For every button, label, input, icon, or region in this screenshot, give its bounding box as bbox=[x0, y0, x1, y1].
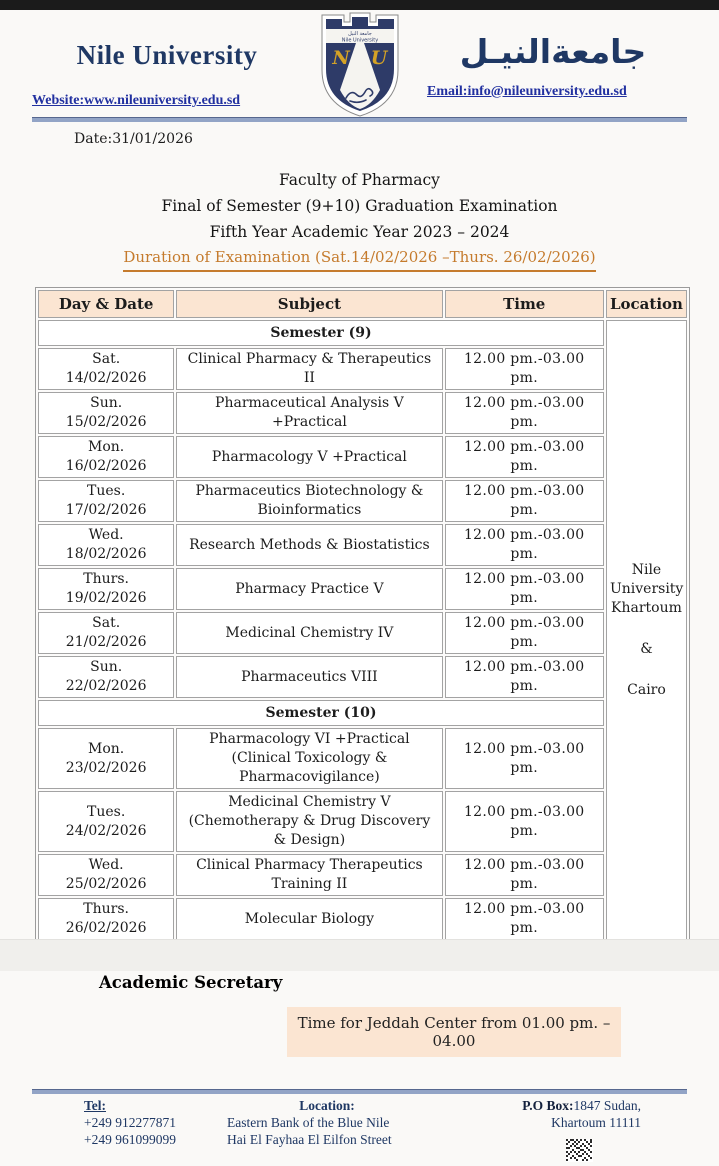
semester-9-banner: Semester (9) bbox=[38, 320, 604, 346]
table-row bbox=[38, 791, 687, 852]
table-row bbox=[38, 348, 687, 390]
website-label: Website: bbox=[32, 93, 85, 108]
location-line: University bbox=[609, 580, 684, 597]
col-header-day-date: Day & Date bbox=[38, 290, 174, 318]
table-row bbox=[38, 480, 687, 522]
subject-cell: Research Methods & Biostatistics bbox=[176, 524, 442, 566]
day-date-cell: Tues.17/02/2026 bbox=[38, 480, 174, 522]
day-date-cell: Thurs.19/02/2026 bbox=[38, 568, 174, 610]
title-faculty: Faculty of Pharmacy bbox=[279, 171, 440, 189]
time-cell: 12.00 pm.-03.00 pm. bbox=[445, 568, 604, 610]
time-cell: 12.00 pm.-03.00 pm. bbox=[445, 524, 604, 566]
header-rule bbox=[32, 117, 687, 122]
semester-10-banner: Semester (10) bbox=[38, 700, 604, 726]
table-row bbox=[38, 656, 687, 698]
footer-rule bbox=[32, 1089, 687, 1094]
day-date-cell: Sun.15/02/2026 bbox=[38, 392, 174, 434]
pobox-label: P.O Box: bbox=[522, 1098, 574, 1113]
qr-code bbox=[566, 1139, 593, 1162]
col-header-location: Location bbox=[606, 290, 687, 318]
subject-cell: Medicinal Chemistry V (Chemotherapy & Drug Discovery & Design) bbox=[176, 791, 442, 852]
time-cell: 12.00 pm.-03.00 pm. bbox=[445, 728, 604, 789]
date-line: Date:31/01/2026 bbox=[74, 131, 193, 147]
time-cell: 12.00 pm.-03.00 pm. bbox=[445, 392, 604, 434]
tel-label: Tel: bbox=[84, 1098, 107, 1113]
day-date-cell: Thurs.26/02/2026 bbox=[38, 898, 174, 940]
time-cell: 12.00 pm.-03.00 pm. bbox=[445, 612, 604, 654]
time-cell: 12.00 pm.-03.00 pm. bbox=[445, 656, 604, 698]
location-cell bbox=[606, 320, 687, 940]
table-row bbox=[38, 854, 687, 896]
university-logo bbox=[312, 12, 408, 122]
university-name-en: Nile University bbox=[76, 40, 258, 70]
email-address: info@nileuniversity.edu.sd bbox=[467, 83, 627, 99]
location-line: Nile bbox=[631, 561, 662, 578]
col-header-time: Time bbox=[445, 290, 604, 318]
day-date-cell: Wed.25/02/2026 bbox=[38, 854, 174, 896]
footer-location-block bbox=[207, 1097, 472, 1166]
table-header-row bbox=[38, 290, 687, 318]
subject-cell: Molecular Biology bbox=[176, 898, 442, 940]
subject-cell: Pharmacology VI +Practical (Clinical Toxicology & Pharmacovigilance) bbox=[176, 728, 442, 789]
address-line-2: Hai El Fayhaa El Eilfon Street bbox=[227, 1132, 392, 1147]
day-date-cell: Tues.24/02/2026 bbox=[38, 791, 174, 852]
jeddah-time-note: Time for Jeddah Center from 01.00 pm. – 04.00 bbox=[287, 1007, 621, 1057]
logo-arabic-text: جامعة النيل bbox=[347, 31, 372, 37]
subject-cell: Pharmacy Practice V bbox=[176, 568, 442, 610]
col-header-subject: Subject bbox=[176, 290, 442, 318]
day-date-cell: Wed.18/02/2026 bbox=[38, 524, 174, 566]
location-line: Khartoum bbox=[611, 599, 682, 616]
document-titles bbox=[0, 167, 719, 272]
bottom-band bbox=[0, 939, 719, 971]
top-strip bbox=[0, 0, 719, 10]
subject-cell: Medicinal Chemistry IV bbox=[176, 612, 442, 654]
footer-location-label: Location: bbox=[299, 1098, 355, 1113]
footer-tel-block bbox=[32, 1097, 207, 1166]
document-page bbox=[0, 10, 719, 1166]
day-date-cell: Sun.22/02/2026 bbox=[38, 656, 174, 698]
footer bbox=[32, 1097, 687, 1166]
tel-number-2: +249 961099099 bbox=[84, 1132, 176, 1147]
email-label: Email: bbox=[427, 83, 468, 99]
email-link[interactable] bbox=[419, 84, 687, 100]
shield-logo-icon bbox=[312, 12, 408, 118]
academic-secretary-label: Academic Secretary bbox=[99, 973, 283, 992]
time-cell: 12.00 pm.-03.00 pm. bbox=[445, 348, 604, 390]
letterhead bbox=[32, 10, 687, 122]
time-cell: 12.00 pm.-03.00 pm. bbox=[445, 898, 604, 940]
subject-cell: Clinical Pharmacy & Therapeutics II bbox=[176, 348, 442, 390]
day-date-cell: Mon.16/02/2026 bbox=[38, 436, 174, 478]
logo-letter-u: U bbox=[370, 47, 387, 69]
semester-9-banner-row bbox=[38, 320, 687, 346]
table-row bbox=[38, 524, 687, 566]
exam-table-frame bbox=[35, 287, 690, 943]
tel-number-1: +249 912277871 bbox=[84, 1115, 176, 1130]
table-row bbox=[38, 612, 687, 654]
address-line-1: Eastern Bank of the Blue Nile bbox=[227, 1115, 390, 1130]
day-date-cell: Mon.23/02/2026 bbox=[38, 728, 174, 789]
subject-cell: Pharmaceutics VIII bbox=[176, 656, 442, 698]
day-date-cell: Sat.14/02/2026 bbox=[38, 348, 174, 390]
table-row bbox=[38, 436, 687, 478]
time-cell: 12.00 pm.-03.00 pm. bbox=[445, 436, 604, 478]
location-line: & bbox=[640, 640, 653, 657]
website-link[interactable] bbox=[32, 93, 302, 109]
title-exam: Final of Semester (9+10) Graduation Examination bbox=[161, 197, 558, 215]
pobox-value: 1847 Sudan, Khartoum 11111 bbox=[551, 1098, 641, 1130]
duration-line: Duration of Examination (Sat.14/02/2026 –Thurs. 26/02/2026) bbox=[123, 246, 595, 272]
subject-cell: Pharmaceutics Biotechnology & Bioinformatics bbox=[176, 480, 442, 522]
exam-table bbox=[36, 288, 689, 942]
time-cell: 12.00 pm.-03.00 pm. bbox=[445, 854, 604, 896]
location-line: Cairo bbox=[627, 681, 666, 698]
day-date-cell: Sat.21/02/2026 bbox=[38, 612, 174, 654]
table-row bbox=[38, 728, 687, 789]
table-row bbox=[38, 898, 687, 940]
semester-10-banner-row bbox=[38, 700, 687, 726]
title-year: Fifth Year Academic Year 2023 – 2024 bbox=[209, 223, 510, 241]
table-row bbox=[38, 568, 687, 610]
time-cell: 12.00 pm.-03.00 pm. bbox=[445, 791, 604, 852]
website-url: www.nileuniversity.edu.sd bbox=[84, 93, 241, 108]
subject-cell: Clinical Pharmacy Therapeutics Training II bbox=[176, 854, 442, 896]
footer-pobox-block bbox=[472, 1097, 687, 1166]
time-cell: 12.00 pm.-03.00 pm. bbox=[445, 480, 604, 522]
university-name-ar: جامعةالنيـل bbox=[459, 32, 647, 71]
logo-english-text: Nile University bbox=[341, 37, 378, 44]
logo-letter-n: N bbox=[331, 47, 350, 69]
table-row bbox=[38, 392, 687, 434]
subject-cell: Pharmacology V +Practical bbox=[176, 436, 442, 478]
subject-cell: Pharmaceutical Analysis V +Practical bbox=[176, 392, 442, 434]
